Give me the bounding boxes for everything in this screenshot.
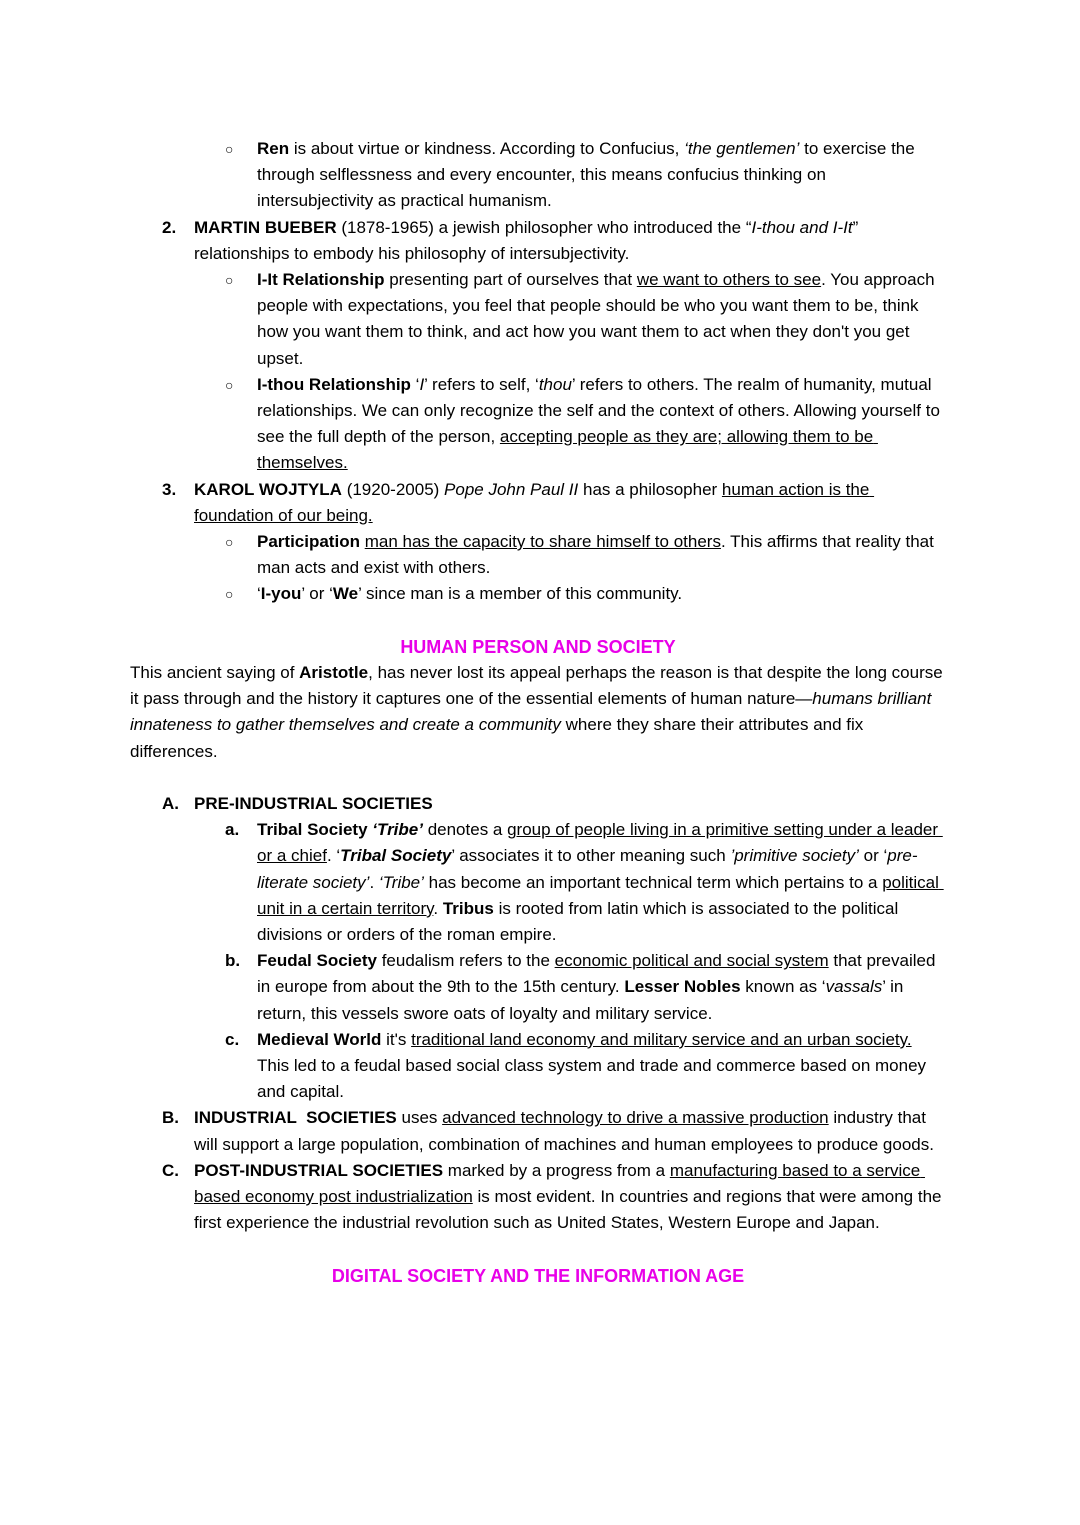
list-item — [130, 948, 946, 1027]
text-run: Tribal Society — [257, 820, 373, 840]
text-run: Tribal Society — [340, 846, 452, 866]
text-run: Tribus — [442, 898, 494, 918]
text-run: has a philosopher — [578, 479, 722, 499]
text-run: political unit in a certain territory — [257, 872, 944, 918]
blank-line — [130, 765, 946, 791]
text-run: is rooted from latin which is associated to the political divisions or orders of the roman empire. — [257, 898, 903, 945]
section-heading: HUMAN PERSON AND SOCIETY — [400, 636, 676, 657]
bullet-marker: ○ — [225, 141, 234, 157]
text-run: Participation — [257, 532, 360, 552]
text-run: KAROL WOJTYLA — [194, 479, 342, 499]
text-run: ’ associates it to other meaning such — [451, 846, 731, 866]
list-item — [130, 477, 946, 529]
text-run: ’ or ‘ — [301, 584, 333, 604]
text-run: thou — [538, 374, 572, 394]
text-run: ‘Tribe’ — [378, 872, 424, 892]
text-run: INDUSTRIAL SOCIETIES — [194, 1108, 397, 1128]
text-run: ‘ — [410, 374, 420, 394]
text-run: marked by a progress from a — [443, 1160, 670, 1180]
list-item — [130, 581, 946, 607]
list-item — [130, 1027, 946, 1106]
text-run: . — [433, 898, 443, 918]
bullet-marker: ○ — [225, 272, 234, 289]
text-run: ” relationships to embody his philosophy of intersubjectivity. — [194, 217, 864, 263]
text-run: to exercise the through selflessness and every encounter, this means confucius thinking on intersubjectivity as practical humanism. — [257, 139, 920, 211]
text-run: Pope John Paul II — [444, 479, 579, 499]
bullet-marker: ○ — [225, 376, 234, 393]
list-marker: 3. — [162, 479, 177, 499]
text-run: uses — [396, 1108, 443, 1128]
text-run: Feudal Society — [257, 951, 377, 971]
text-run: humans brilliant innateness to gather themselves and create a community — [130, 689, 937, 735]
list-marker: b. — [225, 951, 241, 971]
text-run: where they share their attributes and fix differences. — [130, 715, 869, 761]
text-run: I — [419, 374, 425, 394]
paragraph — [130, 660, 946, 765]
text-run: We — [332, 584, 359, 604]
list-item — [130, 817, 946, 948]
text-run: ’primitive society’ — [730, 846, 859, 866]
text-run: denotes a — [422, 820, 508, 840]
list-marker: 2. — [162, 217, 177, 237]
text-run: ‘the gentlemen’ — [684, 139, 800, 158]
text-run: presenting part of ourselves that — [384, 270, 637, 290]
text-run: group of people living in a primitive setting under a leader or a chief — [257, 820, 943, 866]
list-marker: a. — [225, 820, 240, 840]
blank-line — [130, 608, 946, 634]
text-run: ’ refers to self, ‘ — [424, 374, 539, 394]
list-marker: A. — [162, 794, 179, 814]
text-run: I-you — [260, 584, 302, 604]
text-run: has become an important technical term which pertains to a — [423, 872, 883, 892]
text-run: POST-INDUSTRIAL SOCIETIES — [194, 1160, 444, 1180]
text-run: is about virtue or kindness. According to Confucius, — [289, 139, 685, 158]
text-run: . ‘ — [326, 846, 341, 866]
text-run: Aristotle — [299, 663, 369, 683]
blank-line — [130, 1237, 946, 1263]
list-item — [130, 1105, 946, 1157]
text-run: ’ in return, this vessels swore oats of loyalty and military service. — [257, 977, 909, 1023]
text-run: (1920-2005) — [341, 479, 445, 499]
text-run: accepting people as they are; allowing them to be themselves. — [257, 427, 878, 473]
section-heading: DIGITAL SOCIETY AND THE INFORMATION AGE — [331, 1265, 745, 1286]
text-run: ’ refers to others. The realm of humanity, mutual relationships. We can only recognize the self and the context of others. Allowing yourself to see the full depth of the person, — [257, 374, 945, 447]
text-run: ’ since man is a member of this community. — [358, 584, 683, 604]
text-run: Ren — [257, 139, 290, 158]
text-run: manufacturing based to a service based economy post industrialization — [194, 1160, 925, 1207]
text-run: PRE-INDUSTRIAL SOCIETIES — [194, 794, 433, 814]
text-run: . — [369, 872, 379, 892]
bullet-marker: ○ — [225, 534, 234, 551]
text-run: industry that will support a large population, combination of machines and human employees to produce goods. — [194, 1108, 934, 1154]
text-run: , has never lost its appeal perhaps the reason is that despite the long course it pass through and the history it captures one of the essential elements of human nature— — [130, 663, 948, 709]
text-run: pre-literate society’ — [257, 846, 918, 892]
list-marker: c. — [225, 1029, 240, 1049]
list-item — [130, 267, 946, 372]
text-run: we want to others to see — [636, 270, 822, 290]
text-run: man has the capacity to share himself to others — [364, 532, 721, 552]
text-run: (1878-1965) a jewish philosopher who introduced the “ — [336, 217, 752, 237]
bullet-marker: ○ — [225, 586, 234, 603]
text-run: This led to a feudal based social class system and trade and commerce based on money and capital. — [257, 1029, 931, 1102]
text-run: economic political and social system — [554, 951, 829, 971]
text-run: MARTIN BUEBER — [194, 217, 337, 237]
text-run: . This affirms that reality that man acts and exist with others. — [257, 532, 939, 578]
list-item — [130, 136, 946, 215]
text-run: vassals — [825, 977, 883, 997]
text-run: I-thou Relationship — [257, 374, 411, 394]
text-run: human action is the foundation of our being. — [194, 479, 875, 525]
text-run: Lesser Nobles — [624, 977, 741, 997]
list-marker: C. — [162, 1160, 179, 1180]
list-item — [130, 215, 946, 267]
list-item — [130, 1158, 946, 1237]
list-item — [130, 791, 946, 817]
text-run: ‘Tribe’ — [372, 820, 423, 840]
text-run: is most evident. In countries and regions that were among the first experience the industrial revolution such as United States, Western Europe and Japan. — [194, 1187, 947, 1233]
text-run: known as ‘ — [740, 977, 826, 997]
text-run: that prevailed in europe from about the 9th to the 15th century. — [257, 951, 941, 997]
text-run: This ancient saying of — [130, 663, 300, 683]
list-item — [130, 372, 946, 477]
text-run: I-It Relationship — [257, 270, 385, 290]
text-run: traditional land economy and military service and an urban society. — [411, 1029, 912, 1049]
text-run: advanced technology to drive a massive production — [442, 1108, 829, 1128]
text-run: it's — [381, 1029, 412, 1049]
text-run: ‘ — [257, 584, 261, 604]
text-run: or ‘ — [858, 846, 888, 866]
list-item — [130, 529, 946, 581]
text-run: I-thou and I-It — [751, 217, 853, 237]
text-run: Medieval World — [257, 1029, 382, 1049]
text-run: feudalism refers to the — [376, 951, 555, 971]
list-marker: B. — [162, 1108, 179, 1128]
text-run: . You approach people with expectations, you feel that people should be who you want them to be, think how you want them to think, and act how you want them to act when they don't you get upset. — [257, 270, 940, 368]
document-content — [130, 136, 946, 1289]
